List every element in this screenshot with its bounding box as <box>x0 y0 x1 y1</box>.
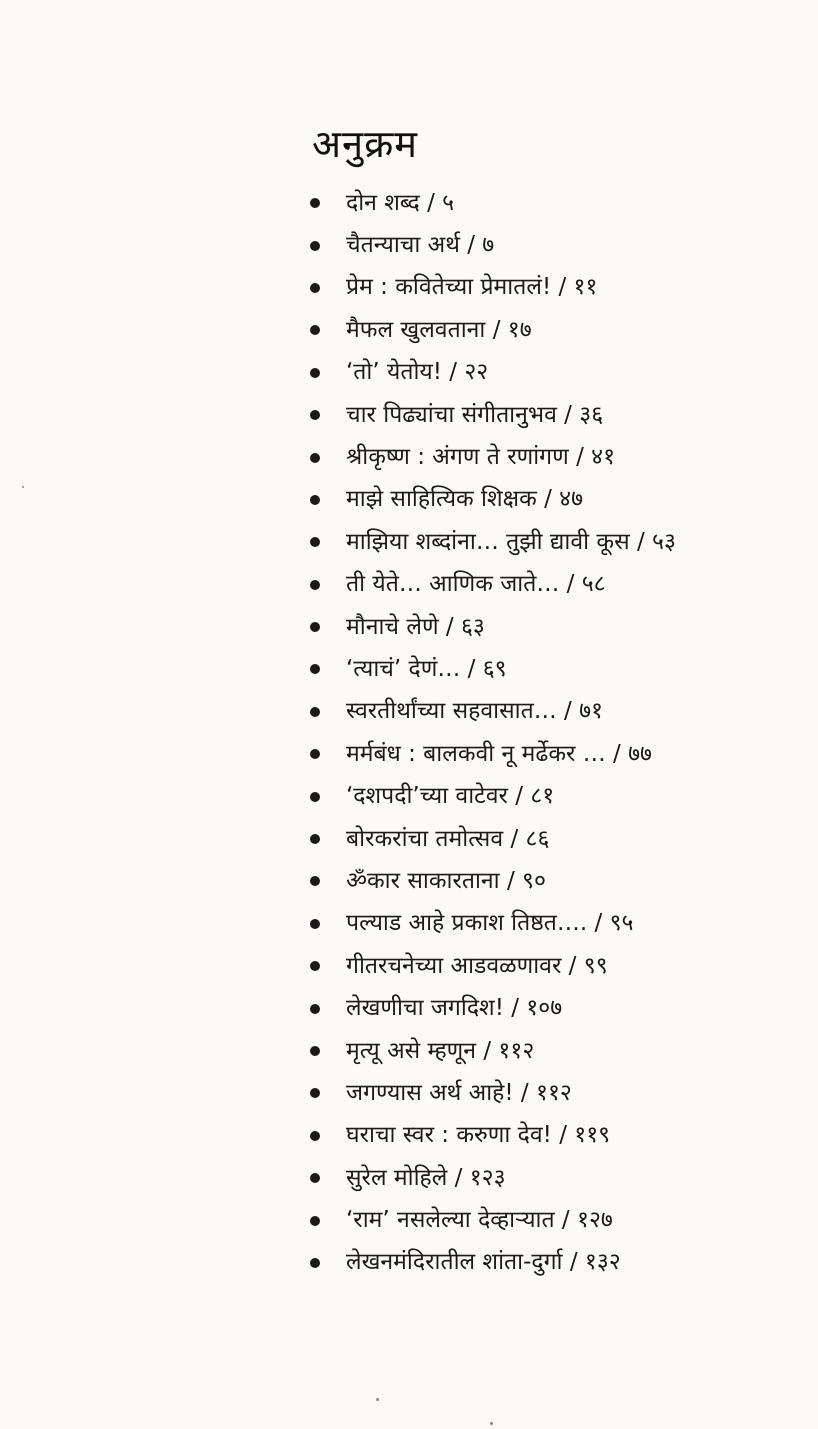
bullet-icon <box>310 1173 320 1183</box>
toc-entry-text: जगण्यास अर्थ आहे! / ११२ <box>346 1079 572 1106</box>
toc-entry-text: लेखनमंदिरातील शांता-दुर्गा / १३२ <box>346 1249 621 1276</box>
bullet-icon <box>310 876 320 886</box>
toc-entry-text: घराचा स्वर : करुणा देव! / ११९ <box>346 1122 611 1149</box>
contents-heading: अनुक्रम <box>312 122 419 167</box>
bullet-icon <box>310 622 320 632</box>
toc-entry <box>310 691 676 733</box>
toc-entry <box>310 479 676 521</box>
bullet-icon <box>310 537 320 547</box>
toc-entry-text: प्रेम : कवितेच्या प्रेमातलं! / ११ <box>346 274 598 301</box>
toc-entry <box>310 818 676 860</box>
toc-entry <box>310 309 676 351</box>
toc-entry <box>310 987 676 1029</box>
toc-entry-text: लेखणीचा जगदिश! / १०७ <box>346 995 563 1022</box>
bullet-icon <box>310 919 320 929</box>
toc-entry-text: मृत्यू असे म्हणून / ११२ <box>346 1037 535 1064</box>
toc-entry <box>310 945 676 987</box>
bullet-icon <box>310 1088 320 1098</box>
bullet-icon <box>310 1004 320 1014</box>
print-speck <box>376 1398 379 1401</box>
toc-entry <box>310 521 676 563</box>
toc-entry-text: ती येते… आणिक जाते… / ५८ <box>346 571 606 598</box>
toc-entry-text: चैतन्याचा अर्थ / ७ <box>346 232 495 259</box>
toc-entry-text: दोन शब्द / ५ <box>346 189 455 216</box>
toc-entry <box>310 182 676 224</box>
toc-entry-text: मर्मबंध : बालकवी नू मर्ढेकर … / ७७ <box>346 740 653 767</box>
toc-entry <box>310 224 676 266</box>
bullet-icon <box>310 368 320 378</box>
toc-entry-text: माझिया शब्दांना… तुझी द्यावी कूस / ५३ <box>346 528 676 555</box>
toc-entry-text: सुरेल मोहिले / १२३ <box>346 1164 506 1191</box>
print-speck <box>22 486 24 488</box>
toc-entry <box>310 860 676 902</box>
toc-entry <box>310 564 676 606</box>
bullet-icon <box>310 580 320 590</box>
toc-entry-text: माझे साहित्यिक शिक्षक / ४७ <box>346 486 584 513</box>
bullet-icon <box>310 1258 320 1268</box>
toc-entry-text: ‘त्याचं’ देणं… / ६९ <box>346 655 507 682</box>
toc-entry-text: ‘तो’ येतोय! / २२ <box>346 359 489 386</box>
bullet-icon <box>310 283 320 293</box>
toc-entry-text: चार पिढ्यांचा संगीतानुभव / ३६ <box>346 401 604 428</box>
toc-entry <box>310 903 676 945</box>
toc-entry-text: बोरकरांचा तमोत्सव / ८६ <box>346 825 550 852</box>
table-of-contents <box>310 182 676 1284</box>
toc-entry-text: ॐकार साकारताना / ९० <box>346 867 546 894</box>
toc-entry <box>310 1072 676 1114</box>
toc-entry <box>310 1157 676 1199</box>
bullet-icon <box>310 453 320 463</box>
toc-entry-text: पल्याड आहे प्रकाश तिष्ठत…. / ९५ <box>346 910 634 937</box>
toc-entry-text: स्वरतीर्थांच्या सहवासात… / ७१ <box>346 698 603 725</box>
toc-entry <box>310 1030 676 1072</box>
bullet-icon <box>310 198 320 208</box>
toc-entry-text: गीतरचनेच्या आडवळणावर / ९९ <box>346 952 608 979</box>
print-speck <box>490 1422 493 1425</box>
toc-entry <box>310 267 676 309</box>
toc-entry-text: ‘राम’ नसलेल्या देव्हाऱ्यात / १२७ <box>346 1207 613 1234</box>
toc-entry-text: श्रीकृष्ण : अंगण ते रणांगण / ४१ <box>346 444 616 471</box>
toc-entry <box>310 775 676 817</box>
bullet-icon <box>310 961 320 971</box>
bullet-icon <box>310 410 320 420</box>
bullet-icon <box>310 749 320 759</box>
bullet-icon <box>310 707 320 717</box>
toc-entry <box>310 436 676 478</box>
toc-entry-text: मौनाचे लेणे / ६३ <box>346 613 485 640</box>
toc-entry-text: ‘दशपदी’च्या वाटेवर / ८१ <box>346 783 555 810</box>
toc-entry <box>310 606 676 648</box>
toc-entry-text: मैफल खुलवताना / १७ <box>346 316 532 343</box>
toc-entry <box>310 1242 676 1284</box>
toc-entry <box>310 733 676 775</box>
bullet-icon <box>310 1131 320 1141</box>
bullet-icon <box>310 792 320 802</box>
toc-entry <box>310 352 676 394</box>
toc-entry <box>310 394 676 436</box>
bullet-icon <box>310 1216 320 1226</box>
bullet-icon <box>310 834 320 844</box>
bullet-icon <box>310 241 320 251</box>
toc-entry <box>310 1115 676 1157</box>
bullet-icon <box>310 664 320 674</box>
toc-entry <box>310 1199 676 1241</box>
bullet-icon <box>310 495 320 505</box>
bullet-icon <box>310 1046 320 1056</box>
bullet-icon <box>310 325 320 335</box>
toc-entry <box>310 648 676 690</box>
